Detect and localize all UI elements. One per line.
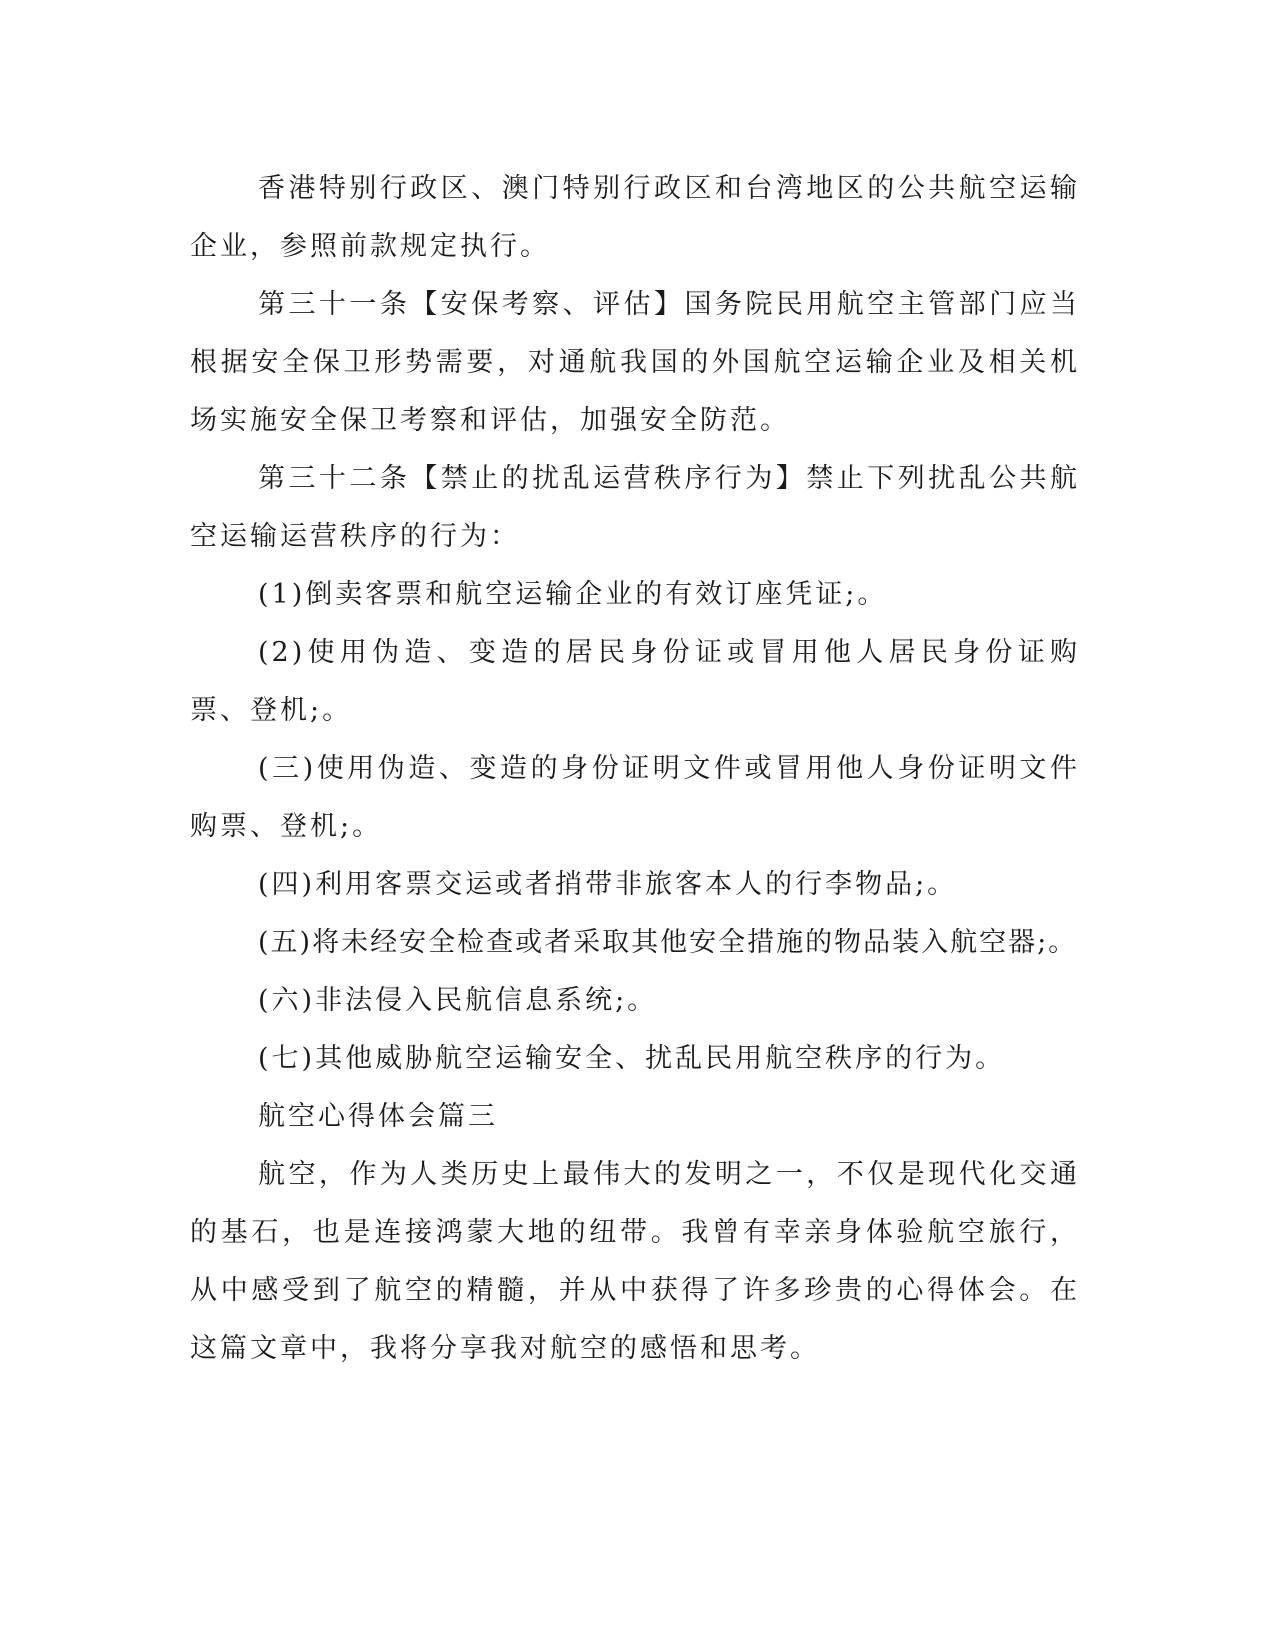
paragraph-article-32: 第三十二条【禁止的扰乱运营秩序行为】禁止下列扰乱公共航空运输运营秩序的行为： <box>190 463 1080 552</box>
list-item-5: (五)将未经安全检查或者采取其他安全措施的物品装入航空器;。 <box>258 927 1078 958</box>
paragraph-aviation-intro: 航空，作为人类历史上最伟大的发明之一，不仅是现代化交通的基石，也是连接鸿蒙大地的纽带。我曾有幸亲身体验航空旅行，从中感受到了航空的精髓，并从中获得了许多珍贵的心得体会。在这篇文章中，我将分享我对航空的感悟和思考。 <box>190 1159 1080 1364</box>
section-heading: 航空心得体会篇三 <box>258 1101 498 1132</box>
document-body <box>190 160 1080 1378</box>
paragraph-article-31: 第三十一条【安保考察、评估】国务院民用航空主管部门应当根据安全保卫形势需要，对通航我国的外国航空运输企业及相关机场实施安全保卫考察和评估，加强安全防范。 <box>190 289 1080 436</box>
list-item-2: (2)使用伪造、变造的居民身份证或冒用他人居民身份证购票、登机;。 <box>190 637 1080 726</box>
paragraph-hk-macau-taiwan: 香港特别行政区、澳门特别行政区和台湾地区的公共航空运输企业，参照前款规定执行。 <box>190 173 1080 262</box>
list-item-1: (1)倒卖客票和航空运输企业的有效订座凭证;。 <box>258 579 888 610</box>
list-item-7: (七)其他威胁航空运输安全、扰乱民用航空秩序的行为。 <box>258 1043 1006 1074</box>
list-item-4: (四)利用客票交运或者捎带非旅客本人的行李物品;。 <box>258 869 958 900</box>
list-item-3: (三)使用伪造、变造的身份证明文件或冒用他人身份证明文件购票、登机;。 <box>190 753 1080 842</box>
list-item-6: (六)非法侵入民航信息系统;。 <box>258 985 658 1016</box>
